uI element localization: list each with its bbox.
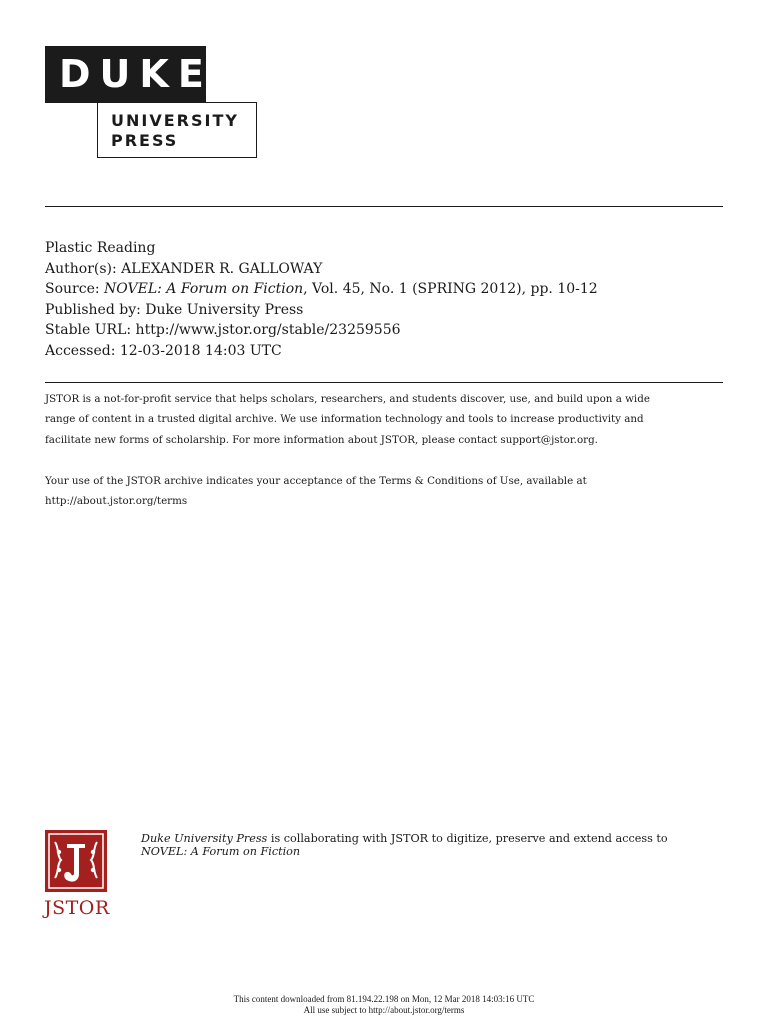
duke-logo-top (45, 46, 213, 103)
footer-line-1: This content downloaded from 81.194.22.198 on Mon, 12 Mar 2018 14:03:16 UTC (233, 994, 535, 1004)
footer-line-2: All use subject to http://about.jstor.org/terms (303, 1005, 465, 1015)
download-footer (0, 994, 768, 1016)
source-line (45, 279, 725, 300)
terms-line-1: Your use of the JSTOR archive indicates your acceptance of the Terms & Conditions of Use, available at (45, 475, 587, 487)
jstor-info-paragraph (45, 389, 725, 450)
collab-line-1 (141, 832, 731, 845)
accessed-label: Accessed: (45, 342, 120, 359)
stable-url-link[interactable]: http://www.jstor.org/stable/23259556 (135, 322, 401, 339)
collaboration-statement (141, 832, 731, 858)
publisher-label: Published by: (45, 301, 146, 318)
duke-logo-bottom (97, 102, 257, 158)
publisher-value: Duke University Press (145, 301, 304, 318)
citation-block (45, 238, 725, 362)
top-divider (45, 206, 723, 207)
authors-line (45, 259, 725, 280)
middle-divider (45, 382, 723, 383)
info-line-2: range of content in a trusted digital archive. We use information technology and tools to increase productivity and (45, 413, 644, 426)
authors-label: Author(s): (45, 260, 122, 277)
jstor-logo-icon (45, 830, 107, 892)
collab-publisher: Duke University Press (141, 832, 268, 845)
authors-value: ALEXANDER R. GALLOWAY (121, 260, 323, 277)
collab-line-2 (141, 845, 731, 858)
terms-link[interactable]: http://about.jstor.org/terms (45, 495, 188, 508)
article-title: Plastic Reading (45, 240, 156, 256)
info-line-3: facilitate new forms of scholarship. For more information about JSTOR, please contact support@jstor.org. (45, 433, 598, 446)
source-label: Source: (45, 281, 105, 298)
accessed-value: 12-03-2018 14:03 UTC (119, 342, 282, 359)
duke-logo-university: UNIVERSITY (111, 111, 239, 130)
collab-journal: NOVEL: A Forum on Fiction (141, 845, 301, 858)
source-journal: NOVEL: A Forum on Fiction (104, 281, 304, 298)
accessed-line (45, 341, 725, 362)
jstor-emblem-icon (45, 830, 107, 892)
terms-paragraph (45, 471, 725, 512)
jstor-wordmark: JSTOR (44, 897, 110, 919)
collab-text: is collaborating with JSTOR to digitize, preserve and extend access to (267, 832, 668, 845)
source-details: , Vol. 45, No. 1 (SPRING 2012), pp. 10-12 (303, 281, 598, 298)
stable-url-line (45, 320, 725, 341)
publisher-line (45, 300, 725, 321)
duke-logo-word: DUKE (59, 52, 213, 96)
url-label: Stable URL: (45, 322, 136, 339)
info-line-1: JSTOR is a not-for-profit service that helps scholars, researchers, and students discover, use, and build upon a wide (45, 393, 650, 405)
duke-logo-press: PRESS (111, 131, 179, 150)
